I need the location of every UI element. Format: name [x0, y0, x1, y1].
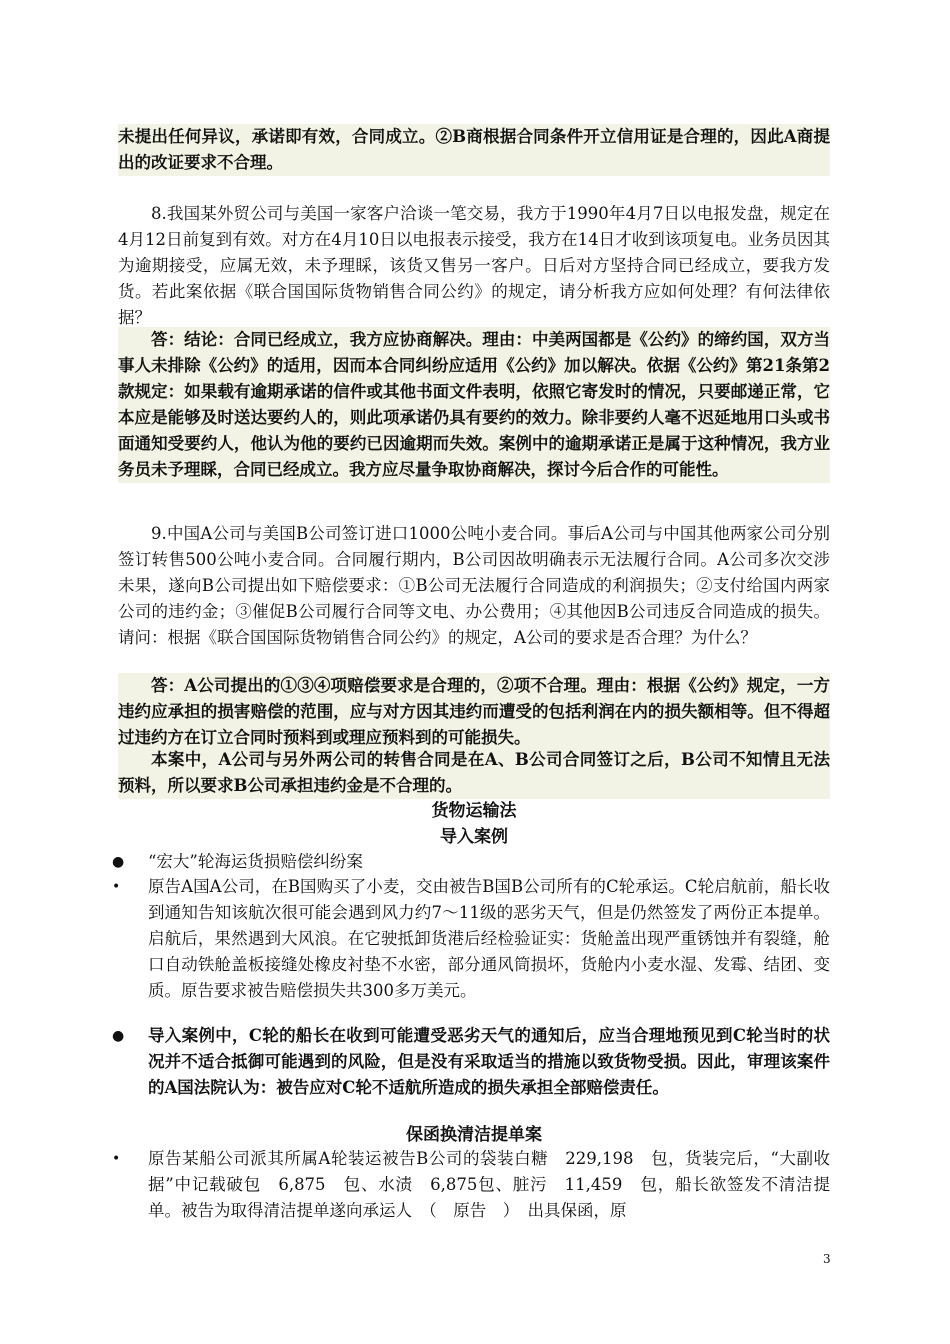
bullet-text: “宏大”轮海运货损赔偿纠纷案	[148, 852, 363, 871]
question-8: 8.我国某外贸公司与美国一家客户洽谈一笔交易，我方于1990年4月7日以电报发盘，规定在4月12日前复到有效。对方在4月10日以电报表示接受，我方在14日才收到该项复电。业务员因其为逾期接受，应属无效，未予理睬，该货又售另一客户。日后对方坚持合同已经成立，要我方发货。若此案依据《联合国国际货物销售合同公约》的规定，请分析我方应如何处理？有何法律依据？	[118, 204, 830, 327]
bullet-text: 原告某船公司派其所属A轮装运被告B公司的袋装白糖 229,198 包，货装完后，“大副收据”中记载破包 6,875 包、水渍 6,875包、脏污 11,459 包，船长欲签发不清洁提单。被告为取得清洁提单遂向承运人 （ 原告 ） 出具保函，原	[148, 1149, 830, 1220]
answer-9-part-1: 答：A公司提出的①③④项赔偿要求是合理的，②项不合理。理由：根据《公约》规定，一方违约应承担的损害赔偿的范围，应与对方因其违约而遭受的包括利润在内的损失额相等。但不得超过违约方在订立合同时预料到或理应预料到的可能损失。	[118, 673, 830, 751]
bullet-dot-icon: ●	[112, 854, 125, 870]
answer-9-part-2: 本案中，A公司与另外两公司的转售合同是在A、B公司合同签订之后，B公司不知情且无法预料，所以要求B公司承担违约金是不合理的。	[118, 747, 830, 799]
bullet-text: 导入案例中，C轮的船长在收到可能遭受恶劣天气的通知后，应当合理地预见到C轮当时的状况并不适合抵御可能遇到的风险，但是没有采取适当的措施以致货物受损。因此，审理该案件的A国法院认为：被告应对C轮不适航所造成的损失承担全部赔偿责任。	[148, 1026, 830, 1097]
bullet-dot-icon: ●	[112, 1028, 125, 1044]
bullet-dot-icon: •	[112, 1151, 121, 1167]
case-title: 保函换清洁提单案	[406, 1125, 542, 1145]
bullet-item-guarantee-case	[112, 1146, 830, 1224]
section-title: 货物运输法	[431, 801, 517, 821]
section-subtitle: 导入案例	[440, 827, 508, 847]
question-9: 9.中国A公司与美国B公司签订进口1000公吨小麦合同。事后A公司与中国其他两家公司分别签订转售500公吨小麦合同。合同履行期内，B公司因故明确表示无法履行合同。A公司多次交涉未果，遂向B公司提出如下赔偿要求：①B公司无法履行合同造成的利润损失；②支付给国内两家公司的违约金；③催促B公司履行合同等文电、办公费用；④其他因B公司违反合同造成的损失。请问：根据《联合国国际货物销售合同公约》的规定，A公司的要求是否合理？为什么？	[118, 524, 830, 647]
bullet-text: 原告A国A公司，在B国购买了小麦，交由被告B国B公司所有的C轮承运。C轮启航前，船长收到通知告知该航次很可能会遇到风力约7～11级的恶劣天气，但是仍然签发了两份正本提单。启航后，果然遇到大风浪。在它驶抵卸货港后经检验证实：货舱盖出现严重锈蚀并有裂缝，舱口自动铁舱盖板接缝处橡皮衬垫不水密，部分通风筒损坏，货舱内小麦水湿、发霉、结团、变质。原告要求被告赔偿损失共300多万美元。	[148, 877, 830, 1000]
bullet-item-case-name	[112, 849, 830, 875]
answer-8: 答：结论：合同已经成立，我方应协商解决。理由：中美两国都是《公约》的缔约国，双方当事人未排除《公约》的适用，因而本合同纠纷应适用《公约》加以解决。依据《公约》第21条第2款规定：如果载有逾期承诺的信件或其他书面文件表明，依照它寄发时的情况，只要邮递正常，它本应是能够及时送达要约人的，则此项承诺仍具有要约的效力。除非要约人毫不迟延地用口头或书面通知受要约人，他认为他的要约已因逾期而失效。案例中的逾期承诺正是属于这种情况，我方业务员未予理睬，合同已经成立。我方应尽量争取协商解决，探讨今后合作的可能性。	[118, 327, 830, 483]
page-number: 3	[823, 1252, 831, 1266]
paragraph-continuation: 未提出任何异议，承诺即有效，合同成立。②B商根据合同条件开立信用证是合理的，因此A商提出的改证要求不合理。	[118, 124, 830, 176]
bullet-dot-icon: •	[112, 879, 121, 895]
bullet-item-case-facts	[112, 874, 830, 1030]
